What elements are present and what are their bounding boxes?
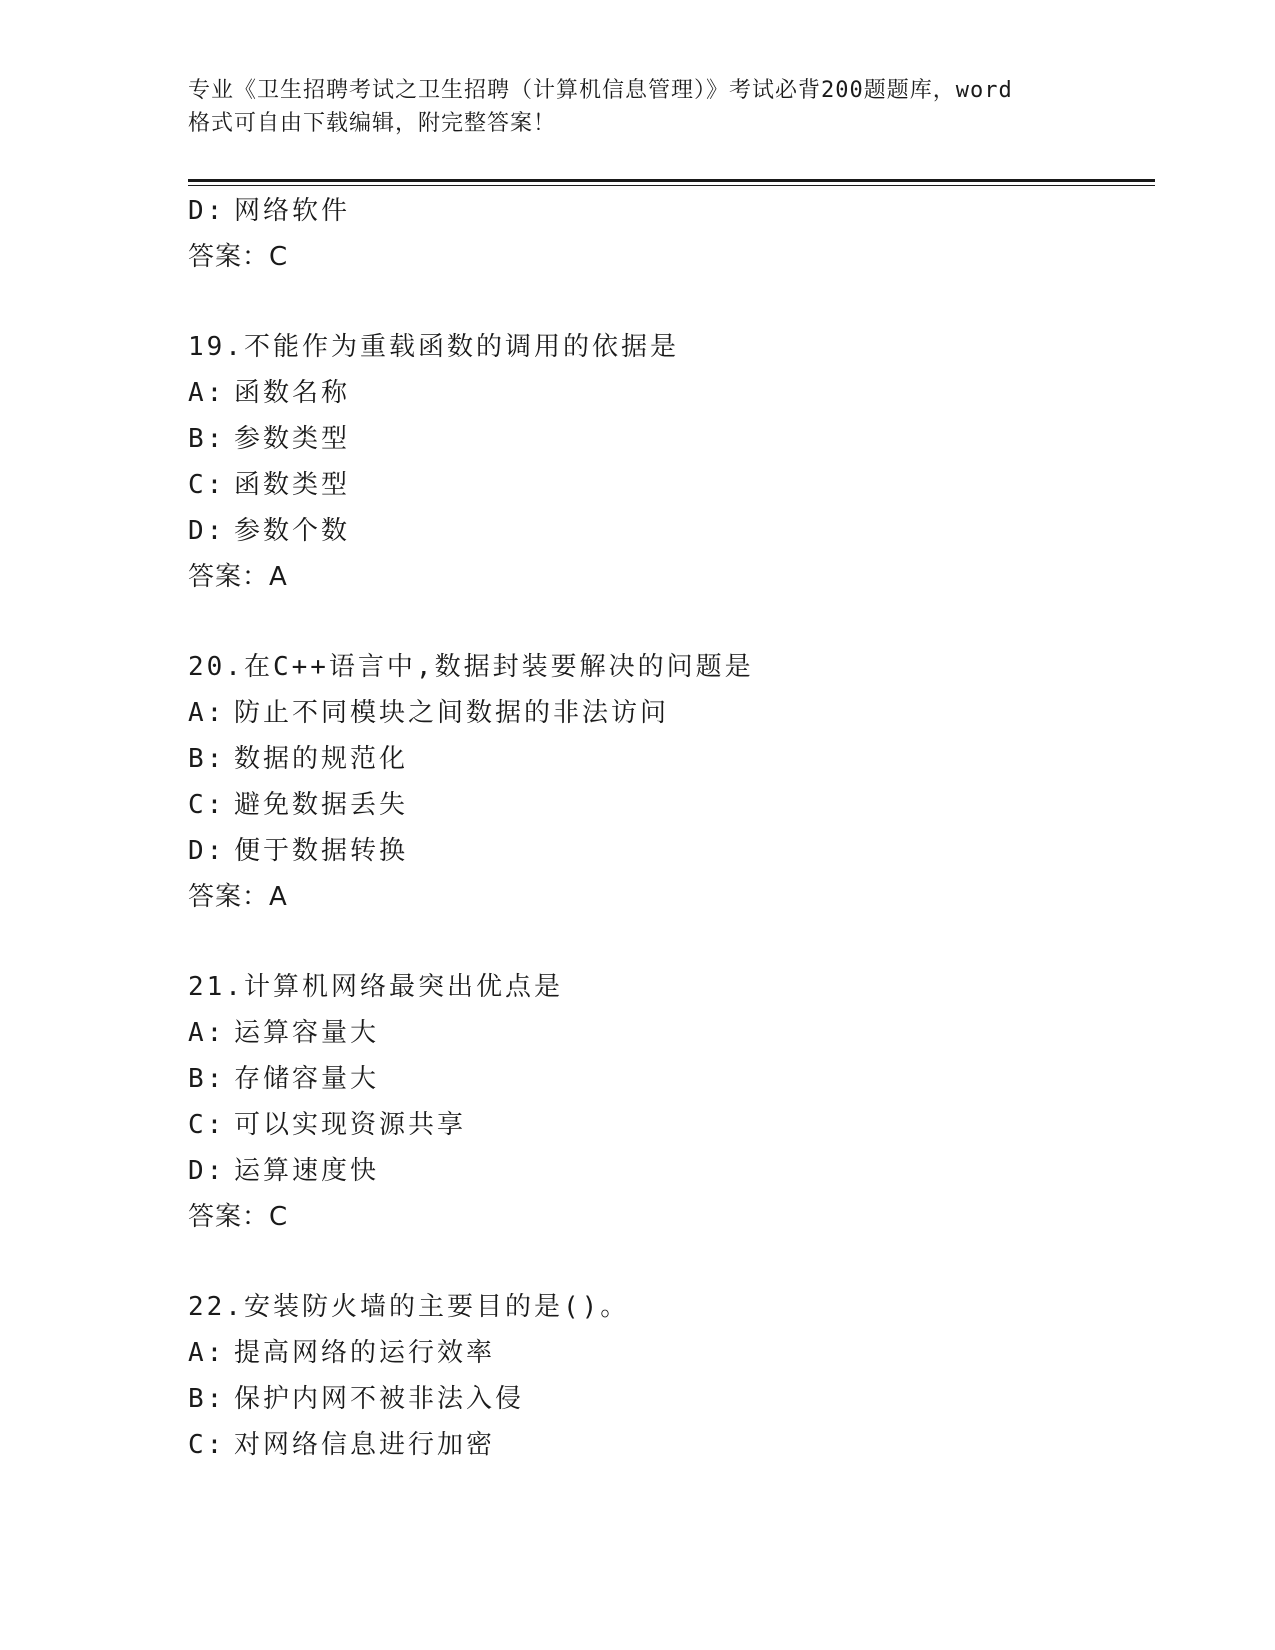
header-title-line-2: 格式可自由下载编辑，附完整答案！ [188,111,557,136]
option-label: A: [188,698,226,728]
option-row [188,1422,1148,1468]
block-spacer [188,600,1148,644]
option-row [188,690,1148,736]
question-text: 20.在C++语言中,数据封装要解决的问题是 [188,652,754,682]
option-label: D: [188,1156,226,1186]
option-label: C: [188,790,226,820]
option-label: A: [188,1018,226,1048]
option-text: 参数个数 [234,516,351,546]
question-block [188,920,1148,1240]
option-row [188,1102,1148,1148]
option-text: 函数名称 [234,378,351,408]
option-label: B: [188,1384,226,1414]
header-rule-thick [188,179,1155,182]
document-header [188,74,1108,140]
option-text: 便于数据转换 [234,836,409,866]
header-title-line-1: 专业《卫生招聘考试之卫生招聘（计算机信息管理）》考试必背200题题库，word [188,78,1013,103]
question-text: 19.不能作为重载函数的调用的依据是 [188,332,679,362]
option-label: A: [188,378,226,408]
answer-text: 答案：A [188,562,288,592]
option-label: D: [188,196,226,226]
option-text: 运算容量大 [234,1018,380,1048]
question-block [188,1240,1148,1468]
answer-text: 答案：C [188,242,289,272]
option-text: 函数类型 [234,470,351,500]
option-row [188,1056,1148,1102]
question-block [188,280,1148,600]
block-spacer [188,920,1148,964]
option-text: 网络软件 [234,196,351,226]
option-row [188,1330,1148,1376]
option-row [188,462,1148,508]
option-label: C: [188,1110,226,1140]
option-text: 保护内网不被非法入侵 [234,1384,525,1414]
option-text: 提高网络的运行效率 [234,1338,496,1368]
option-label: B: [188,1064,226,1094]
option-text: 防止不同模块之间数据的非法访问 [234,698,670,728]
option-row [188,782,1148,828]
option-row [188,370,1148,416]
option-label: D: [188,836,226,866]
option-label: B: [188,424,226,454]
question-text: 22.安装防火墙的主要目的是()。 [188,1292,630,1322]
option-row [188,1148,1148,1194]
question-block [188,188,1148,280]
option-row [188,416,1148,462]
option-text: 运算速度快 [234,1156,380,1186]
option-text: 数据的规范化 [234,744,409,774]
option-row [188,828,1148,874]
option-row [188,736,1148,782]
option-text: 对网络信息进行加密 [234,1430,496,1460]
option-row [188,508,1148,554]
block-spacer [188,280,1148,324]
question-block [188,600,1148,920]
option-label: A: [188,1338,226,1368]
option-text: 存储容量大 [234,1064,380,1094]
option-row [188,1010,1148,1056]
question-list [188,188,1148,1468]
answer-text: 答案：A [188,882,288,912]
question-text: 21.计算机网络最突出优点是 [188,972,563,1002]
option-label: C: [188,470,226,500]
option-text: 避免数据丢失 [234,790,409,820]
answer-text: 答案：C [188,1202,289,1232]
option-label: D: [188,516,226,546]
option-row [188,1376,1148,1422]
option-label: B: [188,744,226,774]
header-rule-thin [188,185,1155,186]
option-label: C: [188,1430,226,1460]
option-text: 参数类型 [234,424,351,454]
option-row [188,188,1148,234]
block-spacer [188,1240,1148,1284]
option-text: 可以实现资源共享 [234,1110,467,1140]
